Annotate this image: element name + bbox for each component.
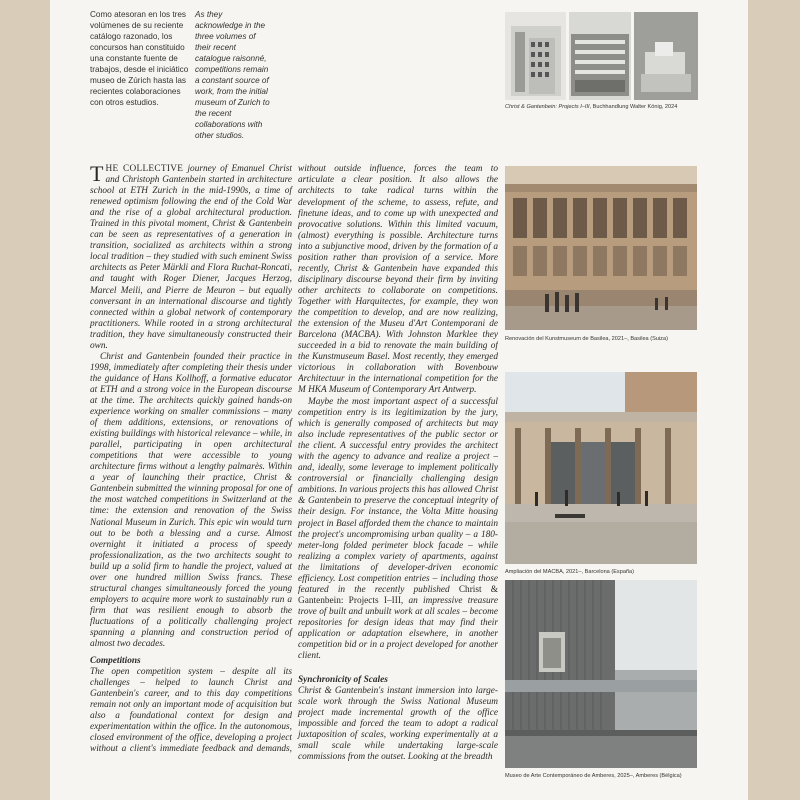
caption-books	[505, 104, 677, 110]
paragraph-4-text: Maybe the most important aspect of a successful competition entry is its legitimization by the jury, which is generally composed of architects but may also include representatives of the public sector or the client. A successful entry provides the architect with the agency to advance and realize a project – and, ideally, some leverage to implement politically controversial or financially challenging design ambitions. In various projects this has allowed Christ & Gantenbein to preserve the conceptual integrity of their design. For instance, the Volta Mitte housing project in Basel afforded them the chance to maintain the project's uncompromising urban quality – a 180-meter-long folded perimeter block facade – while realizing a complex variety of apartments, against the limitations of developer-driven economic efficiency. Lost competition entries – including those featured in the recently published	[298, 397, 498, 595]
column-2-continuation	[298, 164, 498, 397]
paragraph-2: Christ and Gantenbein founded their practice in 1998, immediately after completing their thesis under the guidance of Hans Kollhoff, a formative educator at ETH and a strong voice in the European discourse at the time. The architects quickly gained hands-on experience working on smaller commissions – many of them additions, extensions, or renovations of existing buildings with historical relevance – while, in parallel, participating in open architectural competitions that were accessible to young architecture firms without a lengthy palmarès. Within a year of launching their practice, Christ & Gantenbein submitted the winning proposal for one of the most watched competitions in Switzerland at the time: the extension and renovation of the Swiss National Museum in Zurich. This epic win would turn out to be both a blessing and a curse. Almost overnight it initiated a process of speedy professionalization, as the two architects sought to build up a solid firm to handle the project, valued at over one hundred million Swiss francs. These structural changes simultaneously forced the young employers to acquire more work to sustainably run a firm that was resilient enough to absorb the fluctuations of a politically challenging project spanning a planning and construction period of almost two decades.	[90, 351, 292, 650]
caption-kunstmuseum: Renovación del Kunstmuseum de Basilea, 2021–, Basilea (Suiza)	[505, 336, 668, 342]
heading-synchronicity: Synchronicity of Scales	[298, 675, 388, 686]
mhka-photo	[505, 580, 697, 768]
paragraph-1	[90, 161, 292, 352]
caption-books-rest: , Buchhandlung Walter König, 2024	[589, 104, 678, 110]
books-photo	[505, 12, 698, 100]
caption-macba: Ampliación del MACBA, 2021–, Barcelona (España)	[505, 569, 635, 575]
caption-mhka: Museo de Arte Contemporáneo de Amberes, 2025–, Amberes (Bélgica)	[505, 773, 682, 779]
book-title: Christ & Gantenbein: Projects I–III	[298, 584, 498, 606]
mhka-illustration	[505, 580, 697, 768]
paragraph-4	[298, 397, 498, 662]
kunstmuseum-illustration	[505, 166, 697, 330]
heading-competitions: Competitions	[90, 656, 141, 667]
paragraph-1-text: journey of Emanuel Christ and Christoph Gantenbein started in architecture school at ETH Zurich in the mid-1990s, a time of renewed optimism following the end of the Cold War and the rise of a global architectural production. Trained in this pivotal moment, Christ & Gantenbein can be seen as representatives of a generation in transition, socialized as architects within a strong local tradition – they studied with such eminent Swiss architects as Peter Märkli and Flora Ruchat-Roncati, and taught with Roger Diener, Jacques Herzog, Marcel Meili, and Pierre de Meuron – but equally conversant in an international discourse and tightly connected within a global network of contemporary practitioners. While rooted in a strong architectural tradition, they have simultaneously constructed their own.	[90, 164, 292, 351]
intro-english: As they acknowledge in the three volumes of their recent catalogue raisonné, competitions remain a constant source of work, from the initial museum of Zurich to the recent collaborations with other studios.	[195, 10, 270, 140]
macba-illustration	[505, 372, 697, 564]
drop-cap: T	[90, 161, 104, 186]
text-column-1	[90, 161, 292, 755]
intro-spanish: Como atesoran en los tres volúmenes de su reciente catálogo razonado, los concursos han constituido una constante fuente de trabajos, desde el iniciático museo de Zúrich hasta las recientes colaboraciones con otros estudios.	[90, 10, 189, 107]
text-column-2	[298, 164, 498, 763]
paragraph-3-continued: without outside influence, forces the team to articulate a clear position. It also allows the architects to take radical turns within the development of the scheme, to assess, refute, and finetune ideas, and to come up with unexpected and provocative solutions. Within this limited vacuum, (almost) everything is possible. Architecture turns into a subjunctive mood, driven by the formation of a position rather than provision of a service. More recently, Christ & Gantenbein have expanded this disciplinary discourse beyond their firm by inviting other architects to collaborate on competitions. Together with Harquitectes, for example, they won the competition to develop, and are now realizing, the extension of the Museu d'Art Contemporani de Barcelona (MACBA). With Johnston Marklee they succeeded in a bid to renovate the main building of the Kunstmuseum Basel. Most recently, they emerged victorious in collaboration with Bovenbouw Architectuur in the international competition for the M HKA Museum of Contemporary Art Antwerp.	[298, 164, 498, 396]
lead-smallcaps: HE COLLECTIVE	[105, 164, 184, 174]
paragraph-4-end: , an impressive treasure trove of built and unbuilt work at all scales – become repositories for design ideas that may find their application or adaptation elsewhere, in another competition bid or in a project developed for another client.	[298, 595, 498, 662]
books-illustration	[505, 12, 698, 100]
macba-photo	[505, 372, 697, 564]
paragraph-5: Christ & Gantenbein's instant immersion into large-scale work through the Swiss National Museum project made incremental growth of the office impossible and forced the team to adopt a radical juxtaposition of scales, working experimentally at a small scale while undertaking large-scale commissions from the outset. Looking at the breadth	[298, 686, 498, 763]
caption-books-title: Christ & Gantenbein: Projects I–III	[505, 104, 590, 110]
kunstmuseum-photo	[505, 166, 697, 330]
paragraph-3: The open competition system – despite all its challenges – helped to launch Christ and Gantenbein's career, and to this day competitions remain not only an important mode of acquisition but also a foundational context for design and experimentation within the office. In the autonomous, closed environment of the office, developing a project without a client's immediate feedback and demands,	[90, 667, 292, 755]
magazine-page	[50, 0, 748, 800]
